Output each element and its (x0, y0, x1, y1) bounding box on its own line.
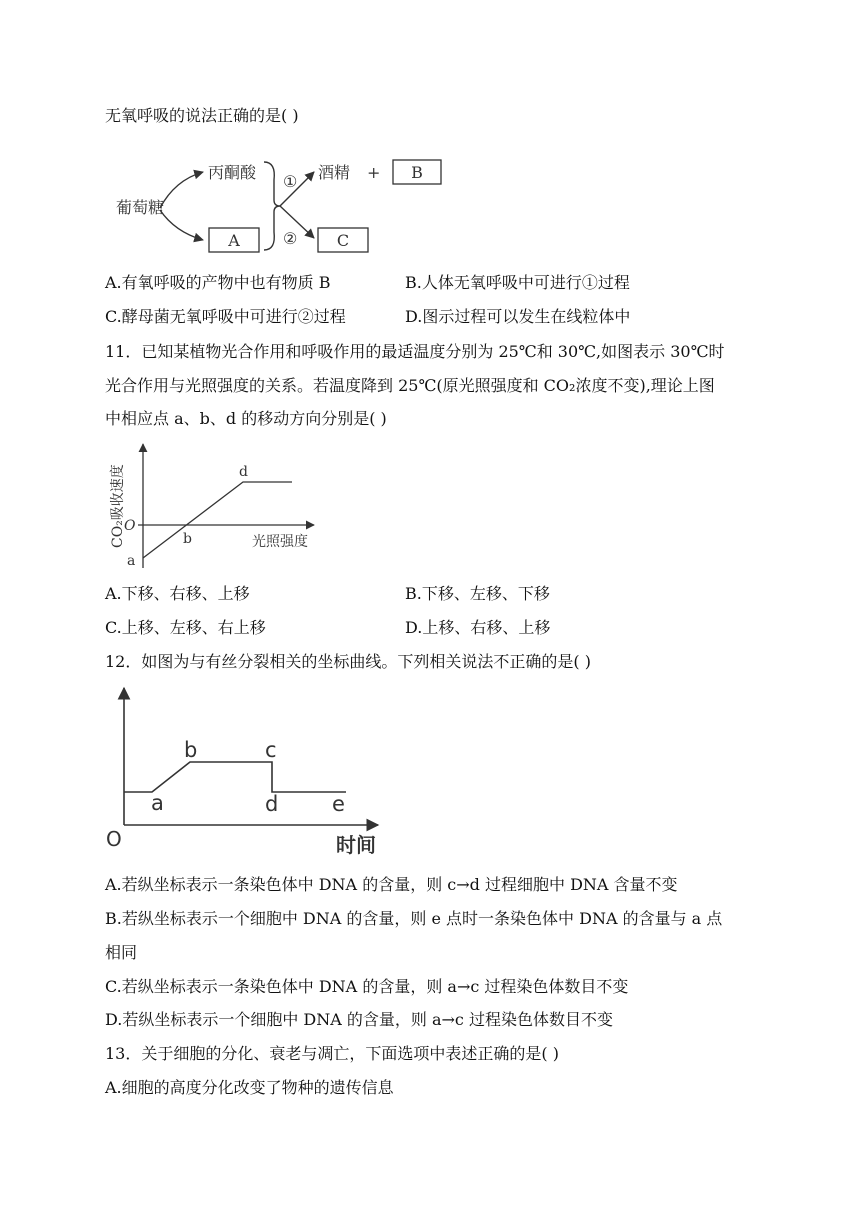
q10-option-a: A.有氧呼吸的产物中也有物质 B (105, 273, 331, 292)
box-a-label: A (228, 231, 240, 250)
q11-origin-label: O (124, 518, 136, 534)
q11-photosynthesis-chart (0, 436, 860, 576)
q11-option-b: B.下移、左移、下移 (405, 584, 550, 603)
step-2-label: ② (283, 229, 298, 248)
q11-point-b: b (183, 531, 192, 547)
step-1-label: ① (283, 172, 298, 191)
q10-option-d: D.图示过程可以发生在线粒体中 (405, 307, 631, 326)
q11-stem-line-3: 中相应点 a、b、d 的移动方向分别是( ) (105, 409, 387, 428)
q11-option-d: D.上移、右移、上移 (405, 618, 551, 637)
box-c-label: C (336, 231, 350, 250)
glucose-label: 葡萄糖 (116, 198, 165, 217)
q11-option-c: C.上移、左移、右上移 (105, 618, 266, 637)
q11-point-d: d (239, 464, 248, 480)
q13-option-a: A.细胞的高度分化改变了物种的遗传信息 (105, 1078, 394, 1097)
glucose-to-pyruvate-arrow (160, 172, 203, 208)
q12-point-a: a (151, 791, 164, 815)
q11-stem-line-2: 光合作用与光照强度的关系。若温度降到 25℃(原光照强度和 CO₂浓度不变),理论上图 (105, 376, 715, 395)
q12-option-a: A.若纵坐标表示一条染色体中 DNA 的含量，则 c→d 过程细胞中 DNA 含量不变 (105, 875, 678, 894)
q11-point-a: a (127, 553, 136, 569)
q12-point-d: d (265, 792, 279, 816)
q12-curve (124, 762, 346, 792)
q12-mitosis-chart (0, 680, 860, 860)
q12-option-b: B.若纵坐标表示一个细胞中 DNA 的含量，则 e 点时一条染色体中 DNA 的含量与 a 点 (105, 909, 723, 928)
brace (264, 162, 280, 250)
q11-y-label: CO₂吸收速度 (110, 464, 126, 548)
q12-point-b: b (184, 738, 198, 762)
q13-stem: 13．关于细胞的分化、衰老与凋亡，下面选项中表述正确的是( ) (105, 1044, 559, 1063)
q10-stem-tail: 无氧呼吸的说法正确的是( ) (105, 106, 299, 125)
plus-sign: + (367, 163, 381, 182)
q12-origin-label: O (106, 827, 122, 851)
q12-option-b-continued: 相同 (105, 943, 138, 962)
q12-x-label: 时间 (336, 833, 376, 857)
q11-x-label: 光照强度 (252, 534, 308, 550)
pyruvate-label: 丙酮酸 (208, 163, 257, 182)
q12-point-e: e (332, 792, 345, 816)
q10-option-c: C.酵母菌无氧呼吸中可进行②过程 (105, 307, 346, 326)
q10-respiration-diagram (0, 150, 860, 270)
q10-option-b: B.人体无氧呼吸中可进行①过程 (405, 273, 630, 292)
q12-option-c: C.若纵坐标表示一条染色体中 DNA 的含量，则 a→c 过程染色体数目不变 (105, 977, 629, 996)
q11-option-a: A.下移、右移、上移 (105, 584, 250, 603)
q11-stem-line-1: 11．已知某植物光合作用和呼吸作用的最适温度分别为 25℃和 30℃,如图表示 30℃时 (105, 342, 725, 361)
q12-option-d: D.若纵坐标表示一个细胞中 DNA 的含量，则 a→c 过程染色体数目不变 (105, 1010, 613, 1029)
q12-point-c: c (265, 738, 277, 762)
glucose-to-a-arrow (160, 210, 203, 240)
alcohol-label: 酒精 (318, 163, 351, 182)
q12-stem: 12．如图为与有丝分裂相关的坐标曲线。下列相关说法不正确的是( ) (105, 652, 591, 671)
box-b-label: B (411, 163, 423, 182)
